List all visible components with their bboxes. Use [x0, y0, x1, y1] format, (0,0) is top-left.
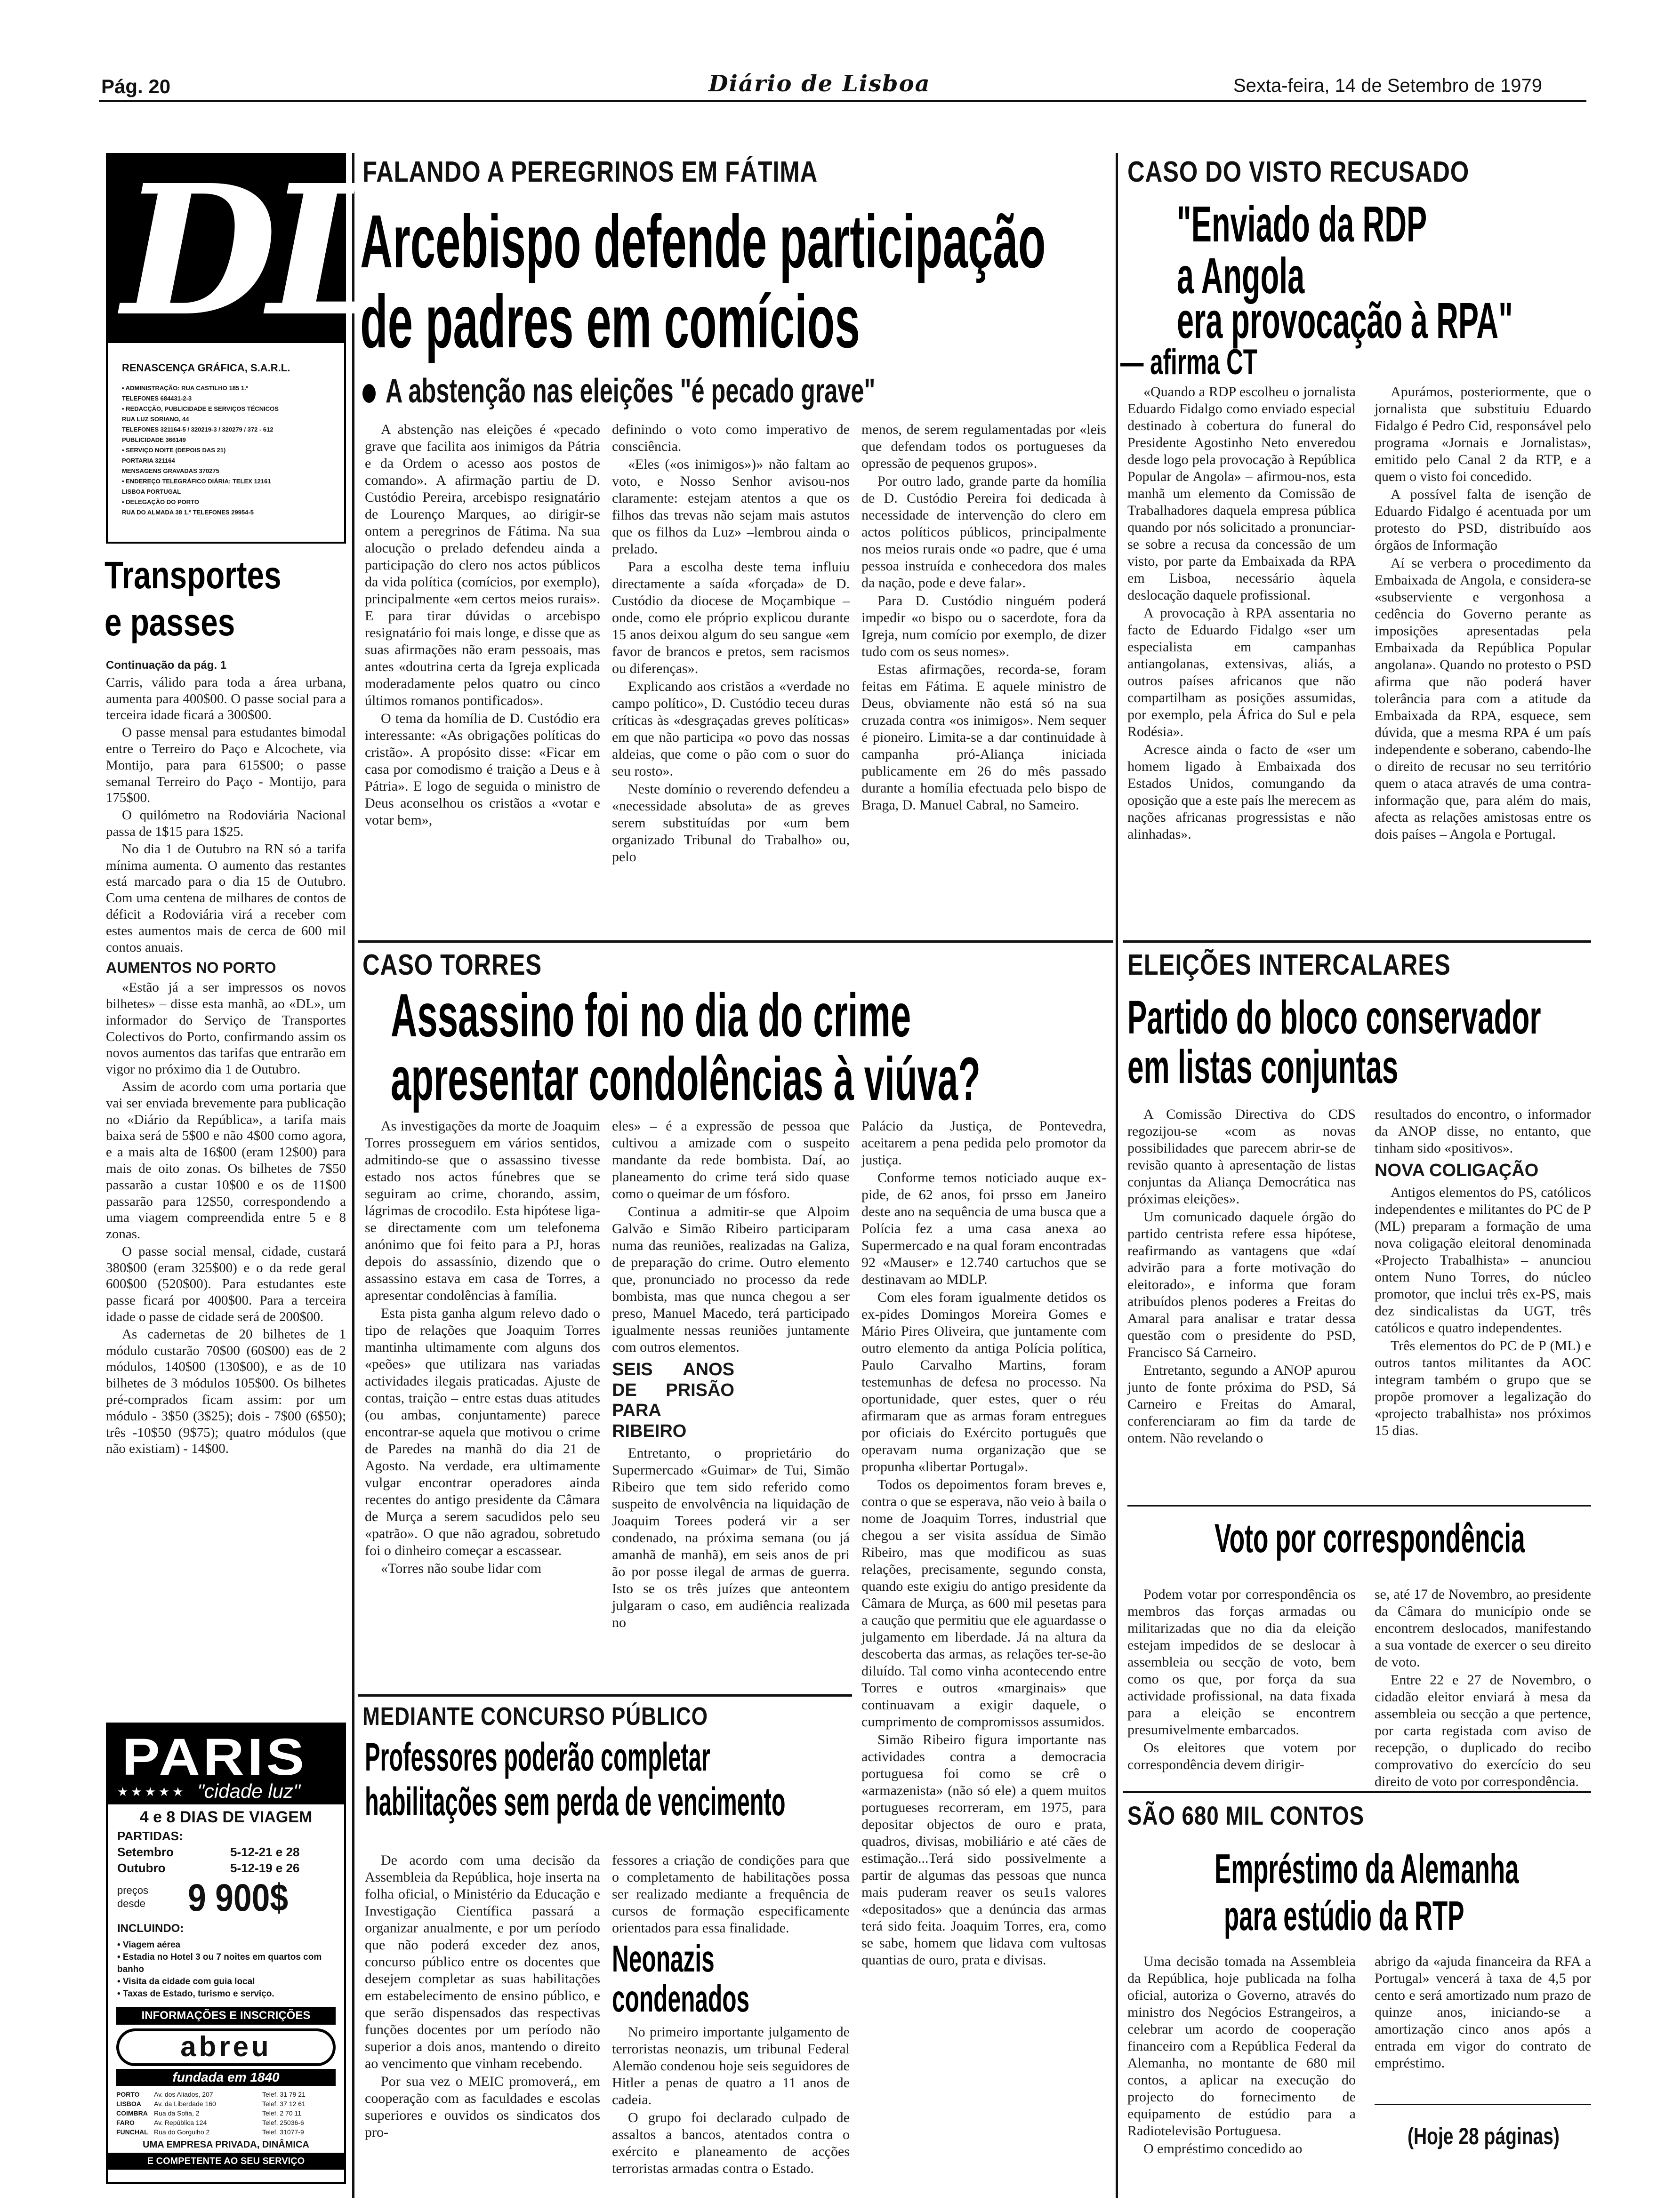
torres-column-1 [365, 1118, 600, 1692]
office-address: Rua da Sofia, 2 [154, 2109, 200, 2117]
office-address: Av. dos Aliados, 207 [154, 2091, 213, 2098]
professores-column-1 [365, 1852, 600, 2198]
paragraph: Acresce ainda o facto de «ser um homem ligado à Embaixada dos Estados Unidos, comungando da oposição que a este país lhe merecem as nações africanas progressistas e não alinhadas». [1127, 742, 1356, 842]
office-phone: Telef. 2 70 11 [262, 2109, 302, 2117]
section-rule-thin [1375, 2104, 1591, 2105]
paris-travel-ad [106, 1723, 346, 2184]
column-rule-right [1116, 153, 1118, 2198]
bullet-icon [362, 384, 376, 403]
emprestimo-column-2 [1375, 1953, 1591, 2076]
dl-address-line: PORTARIA 321164 [122, 457, 175, 464]
paragraph: As investigações da morte de Joaquim Torres prosseguem em vários sentidos, admitindo-se que o assassino tivesse estado nos actos fúnebres que se seguiram ao crime, chorando, assim, lágrimas de crocodilo. Esta hipótese liga-se directamente com um telefonema anónimo que foi feito para a PJ, horas depois do assassínio, dizendo que o assassino estava em casa de Torres, a apresentar condolências à família. [365, 1118, 600, 1303]
office-city: FARO [116, 2119, 135, 2126]
paragraph: Carris, válido para toda a área urbana, aumenta para 400$00. O passe social para a terceira idade ficará a 300$00. [106, 674, 346, 723]
paragraph: Entre 22 e 27 de Novembro, o cidadão eleitor enviará à mesa da assembleia ou secção a que pertence, por carta registada com aviso de recepção, o duplicado do recibo comprovativo do exercício do seu direito de voto por correspondência. [1375, 1672, 1591, 1789]
paragraph: Explicando aos cristãos a «verdade no campo político», D. Custódio teceu duras críticas às «desgraçadas greves políticas» em que não participa «o povo das nossas aldeias, que come o pão com o suor do seu rosto». [612, 679, 850, 779]
dl-address-line: • SERVIÇO NOITE (DEPOIS DAS 21) [122, 447, 226, 454]
voto-headline: Voto por correspondência [1215, 1516, 1525, 1561]
neonazis-headline-2: condenados [612, 1978, 750, 2020]
office-row [116, 2099, 338, 2108]
transportes-title-1: Transportes [105, 554, 282, 597]
paragraph: A abstenção nas eleições é «pecado grave que facilita aos inimigos da Pátria e da Ordem o acesso aos postos de comando». A afirmação partiu de D. Custódio Pereira, arcebispo resignatário de Lourenço Marques, ao dirigir-se ontem a peregrinos de Fátima. Na sua alocução o prelado defendeu ainda a participação do clero nos actos públicos da vida política (comícios, por exemplo), principalmente «em certos meios rurais». E para tirar dúvidas o arcebispo resignatário foi mais longe, e disse que as suas afirmações não eram pessoais, mas antes «doutrina certa da Igreja explicada moderadamente pelos quatro ou cinco últimos romanos pontificados». [365, 422, 600, 708]
fatima-headline-1: Arcebispo defende participação [360, 199, 1046, 283]
paris-info-bar: INFORMAÇÕES E INSCRIÇÕES [116, 2007, 336, 2025]
dl-address-line: RUA DO ALMADA 38 1.º TELEFONES 29954-5 [122, 509, 254, 516]
subhead-nova-coligacao: NOVA COLIGAÇÃO [1375, 1161, 1539, 1180]
eleicoes-headline-2: em listas conjuntas [1127, 1041, 1399, 1093]
paris-ad-header [108, 1724, 344, 1804]
paragraph: Assim de acordo com uma portaria que vai ser enviada brevemente para publicação no «Diário da República», a tarifa mais baixa será de 5$00 e não 4$00 como agora, e a mais alta de 16$00 (eram 12$00) para mais de oito zonas. Os bilhetes de 7$50 passarão a custar 10$00 e os de 11$00 passarão para 12$50, correspondendo a uma viagem compreendida entre 5 e 8 zonas. [106, 1079, 346, 1242]
office-address: Av. da Liberdade 160 [154, 2100, 216, 2108]
subhead-aumentos-porto: AUMENTOS NO PORTO [106, 959, 276, 977]
abreu-tagline: UMA EMPRESA PRIVADA, DINÂMICA [143, 2140, 309, 2150]
paragraph: O empréstimo concedido ao [1143, 2141, 1303, 2156]
dl-logo [108, 145, 384, 356]
paris-month: Setembro [117, 1845, 174, 1859]
paragraph: abrigo da «ajuda financeira da RFA a Portugal» vencerá à taxa de 4,5 por cento e será amortizado num prazo de quinze anos, iniciando-se a amortização cinco anos após a entrada em vigor do contrato de empréstimo. [1375, 1954, 1591, 2071]
transportes-title-2: e passes [105, 601, 235, 644]
visto-headline-1: "Enviado da RDP [1177, 195, 1427, 252]
office-city: PORTO [116, 2091, 140, 2098]
paragraph: Antigos elementos do PS, católicos independentes e militantes do PC de P (ML) preparam a formação de uma nova coligação eleitoral denominada «Projecto Trabalhista» – anunciou ontem Nuno Torres, do núcleo promotor, que inclui três ex-PS, mais dez sindicalistas da UGT, três católicos e quatro independentes. [1375, 1184, 1591, 1336]
dl-address-line: PUBLICIDADE 366149 [122, 436, 186, 443]
page-count-note: (Hoje 28 páginas) [1408, 2123, 1560, 2149]
paragraph: eles» – é a expressão de pessoa que cultivou a amizade com o suspeito mandante da rede bombista. Daí, ao planeamento do crime terá sido quase como o queimar de um fósforo. [612, 1118, 850, 1202]
paris-price-label: desde [117, 1898, 145, 1909]
eleicoes-column-1 [1127, 1106, 1356, 1501]
office-address: Av. República 124 [154, 2119, 207, 2126]
paragraph: Um comunicado daquele órgão do partido centrista refere essa hipótese, reafirmando as vantagens que «daí advirão para a forte motivação do eleitorado», e informa que foram atribuídos plenos poderes a Freitas do Amaral para analisar e tratar dessa questão com o presidente do PSD, Francisco Sá Carneiro. [1127, 1209, 1356, 1360]
neonazis-headline-1: Neonazis [612, 1938, 715, 1980]
dl-logo-letters: DL [122, 145, 384, 356]
torres-headline-1: Assassino foi no dia do crime [391, 981, 911, 1050]
dl-publisher-name: RENASCENÇA GRÁFICA, S.A.R.L. [122, 362, 290, 374]
dl-address-list [122, 383, 338, 518]
paragraph: Para a escolha deste tema influiu directamente a saída «forçada» de D. Custódio da diocese de Moçambique – onde, como ele próprio explicou durante 15 anos deixou algum do seu sangue «em favor de brancos e pretos, sem racismos ou diferenças». [612, 559, 850, 676]
paragraph: Com eles foram igualmente detidos os ex-pides Domingos Moreira Gomes e Mário Pires Oliveira, que juntamente com outro elemento da antiga Polícia política, Paulo Carvalho Martins, foram testemunhas de defesa no processo. Na oportunidade, quer estes, quer o réu afirmaram que as armas foram entregues por oficiais do Exército português que operavam numa organização que se propunha «libertar Portugal». [861, 1290, 1106, 1475]
paragraph: Entretanto, segundo a ANOP apurou junto de fonte próxima do PSD, Sá Carneiro e Freitas do Amaral, conferenciaram ao fim da tarde de ontem. Não revelando o [1127, 1362, 1356, 1446]
paris-stars: ★★★★★ [117, 1785, 186, 1799]
office-row [116, 2127, 338, 2137]
paris-partidas-label: PARTIDAS: [117, 1829, 183, 1843]
page-number: Pág. 20 [101, 75, 171, 97]
office-city: LISBOA [116, 2100, 141, 2108]
paragraph: definindo o voto como imperativo de consciência. [612, 422, 850, 454]
office-row [116, 2118, 338, 2127]
paragraph: resultados do encontro, o informador da ANOP disse, no entanto, que tinham sido «positivos». [1375, 1106, 1591, 1156]
paragraph: Os eleitores que votem por correspondência devem dirigir- [1127, 1740, 1356, 1772]
office-city: COIMBRA [116, 2109, 148, 2117]
paragraph: Conforme temos noticiado auque ex-pide, de 62 anos, foi prsso em Janeiro deste ano na sequência de uma busca que a Polícia fez a uma casa anexa ao Supermercado e na qual foram encontradas 92 «Mauser» e 12.740 cartuchos que se destinavam ao MDLP. [861, 1170, 1106, 1287]
section-rule [358, 1694, 852, 1697]
paris-subtitle: "cidade luz" [197, 1780, 300, 1802]
paragraph: O passe mensal para estudantes bimodal entre o Terreiro do Paço e Alcochete, via Montijo, para para 615$00; o passe semanal Terreiro do Paço - Montijo, para 175$00. [106, 725, 346, 806]
paris-month: Outubro [117, 1861, 166, 1875]
office-phone: Telef. 37 12 61 [262, 2100, 306, 2108]
paris-price-label: preços [117, 1884, 149, 1896]
section-rule [358, 940, 1113, 943]
visto-headline-2: a Angola [1177, 247, 1305, 304]
paragraph: O tema da homília de D. Custódio era interessante: «As obrigações políticas do cristão». A propósito disse: «Ficar em casa por comodismo é traição a Deus e à Pátria». E logo de seguida o ministro de Deus aconselhou os cristãos a «votar e votar bem», [365, 711, 600, 828]
abreu-founded: fundada em 1840 [116, 2069, 336, 2086]
paragraph: A possível falta de isenção de Eduardo Fidalgo é acentuada por um protesto do PSD, distribuído aos órgãos de Informação [1375, 487, 1591, 553]
paragraph: Podem votar por correspondência os membros das forças armadas ou militarizadas que no dia da eleição estejam impedidos de se deslocar à assembleia ou secção de voto, bem como os que, por força da sua actividade profissional, na data fixada para a eleição se encontrem presumivelmente embarcados. [1127, 1587, 1356, 1738]
visto-column-2 [1375, 384, 1591, 937]
abreu-logo: abreu [116, 2028, 336, 2066]
paragraph: menos, de serem regulamentadas por «leis que defendam todos os portugueses da opressão de pequenos grupos». [861, 422, 1106, 471]
office-phone: Telef. 31077-9 [262, 2128, 304, 2136]
dl-address-line: • ENDEREÇO TELEGRÁFICO DIÁRIA: TELEX 12161 [122, 478, 271, 485]
dl-address-line: RUA LUZ SORIANO, 44 [122, 416, 189, 423]
visto-kicker: CASO DO VISTO RECUSADO [1127, 156, 1470, 188]
paris-dates: 5-12-21 e 28 [230, 1845, 300, 1859]
emprestimo-headline-1: Empréstimo da Alemanha [1215, 1845, 1519, 1892]
section-rule-thin [1127, 1505, 1591, 1507]
dl-address-line: • DELEGAÇÃO DO PORTO [122, 498, 199, 505]
paris-dates: 5-12-19 e 26 [230, 1861, 300, 1875]
dl-publisher-box [106, 145, 384, 544]
office-address: Rua do Gorgulho 2 [154, 2128, 210, 2136]
list-item: • Estadia no Hotel 3 ou 7 noites em quartos com banho [117, 1952, 322, 1974]
fatima-column-2 [612, 421, 850, 937]
office-city: FUNCHAL [116, 2128, 148, 2136]
list-item: • Viagem aérea [117, 1940, 181, 1950]
fatima-kicker: FALANDO A PEREGRINOS EM FÁTIMA [362, 156, 818, 188]
paragraph: Apurámos, posteriormente, que o jornalista que substituiu Eduardo Fidalgo é Pedro Cid, responsável pelo programa «Jornais e Jornalistas», emitido pelo Canal 2 da RTP, e a quem o visto foi concedido. [1375, 384, 1591, 484]
list-item: • Taxas de Estado, turismo e serviço. [117, 1989, 274, 1999]
professores-column-2 [612, 1852, 850, 1946]
paragraph: Por sua vez o MEIC promoverá,, em cooperação com as faculdades e escolas superiores e ouvidos os sindicatos dos pro- [365, 2074, 600, 2140]
continuation-label: Continuação da pág. 1 [106, 659, 227, 672]
paragraph: Esta pista ganha algum relevo dado o tipo de relações que Joaquim Torres mantinha ultimamente com alguns dos «peões» que utilizara nas variadas actividades ilegais praticadas. Ajuste de contas, traição – entre estas duas atitudes (ou ambas, conjuntamente) parece encontrar-se aquela que motivou o crime de Paredes na manhã do dia 21 de Agosto. Na verdade, era ultimamente vulgar encontrar operadores ainda recentes do antigo presidente da Câmara de Murça a serem sacudidos pelo seu «patrão». O que não agradou, sobretudo foi o dinheiro começar a escassear. [365, 1306, 600, 1558]
paragraph: «Torres não soube lidar com [381, 1561, 542, 1576]
paragraph: A Comissão Directiva do CDS regozijou-se «com as novas possibilidades que parecem abrir-se de revisão quanto à apresentação de listas conjuntas da Aliança Democrática nas próximas eleições». [1127, 1106, 1356, 1207]
torres-headline-2: apresentar condolências à viúva? [391, 1044, 981, 1113]
paragraph: De acordo com uma decisão da Assembleia da República, hoje inserta na folha oficial, o Ministério da Educação e Investigação Científica passará a organizar anualmente, e por um período que não poderá exceder dez anos, concurso público entre os docentes que desejem completar as suas habilitações em estabelecimento de ensino público, e que serão dispensados das respectivas funções docentes por um período não superior a dois anos, mantendo o direito ao vencimento que vinham recebendo. [365, 1852, 600, 2071]
issue-date: Sexta-feira, 14 de Setembro de 1979 [1233, 75, 1542, 96]
paragraph: No dia 1 de Outubro na RN só a tarifa mínima aumenta. O aumento das restantes está marcado para o dia 15 de Outubro. Com uma centena de milhares de contos de déficit a Rodoviária virá a receber com estes aumentos mais de cerca de 600 mil contos anuais. [106, 841, 346, 955]
dl-address-line: TELEFONES 321164-5 / 320219-3 / 320279 / 372 - 612 [122, 426, 273, 433]
fatima-headline-2: de padres em comícios [360, 279, 860, 363]
paragraph: Para D. Custódio ninguém poderá impedir «o bispo ou o sacerdote, fora da Igreja, num comício por exemplo, de dizer tudo com os seus nomes». [861, 593, 1106, 659]
paragraph: Continua a admitir-se que Alpoim Galvão e Simão Ribeiro participaram numa das reuniões, realizadas na Galiza, de preparação do crime. Outro elemento que, pronunciado no processo da rede bombista, mas que nunca chegou a ser preso, Manuel Macedo, terá participado igualmente nessas reuniões juntamente com outros elementos. [612, 1204, 850, 1355]
professores-kicker: MEDIANTE CONCURSO PÚBLICO [362, 1702, 708, 1731]
paris-includes-label: INCLUINDO: [117, 1922, 184, 1935]
office-row [116, 2108, 338, 2118]
fatima-column-1 [365, 421, 600, 937]
visto-byline: — afirma CT [1120, 342, 1257, 382]
paris-price: 9 900$ [188, 1876, 289, 1919]
masthead [0, 0, 1657, 104]
paragraph: Simão Ribeiro figura importante nas actividades contra a democracia portuguesa foi como se crê o «armazenista» (não só ele) a quem muitos portugueses recorreram, em 1975, para depositar objectos de ouro e prata, quadros, divisas, mobiliário e até cães de estimação...Terá sido possivelmente a partir de algumas das pessoas que nunca mais puderam reaver os seu1s valores «depositados» que a denúncia das armas terá sido feita. Joaquim Torres, era, como se sabe, homem que lidava com vultosas quantias de ouro, prata e divisas. [861, 1732, 1106, 1968]
paragraph: Todos os depoimentos foram breves e, contra o que se esperava, não veio à baila o nome de Joaquim Torres, industrial que chegou a ser visita assídua de Simão Ribeiro, mas que modificou as suas relações, precisamente, segundo consta, quando este exigiu do antigo presidente da Câmara de Murça, as 600 mil pesetas para a caução que permitiu que ele aguardasse o julgamento em liberdade. Já na altura da descoberta das armas, as relações ter-se-ão diluído. Tal como vinha acontecendo entre Torres e outros «marginais» que continuavam a exigir daquele, o cumprimento de compromissos assumidos. [861, 1477, 1106, 1730]
transportes-body [106, 659, 346, 1666]
abreu-offices [116, 2090, 338, 2137]
emprestimo-column-1 [1127, 1953, 1356, 2198]
paragraph: Palácio da Justiça, de Pontevedra, aceitarem a pena pedida pelo promotor da justiça. [861, 1118, 1106, 1168]
paragraph: O grupo foi declarado culpado de assaltos a bancos, atentados contra o exército e planeamento de acções terroristas armadas contra o Estado. [612, 2110, 850, 2176]
fatima-deck [362, 372, 875, 410]
paragraph: A provocação à RPA assentaria no facto de Eduardo Fidalgo «ser um especialista em campanhas antiangolanas, extensivas, aliás, a outros países africanos que não compartilham as posições assumidas, por exemplo, pela África do Sul e pela Rodésia». [1127, 605, 1356, 739]
paragraph: No primeiro importante julgamento de terroristas neonazis, um tribunal Federal Alemão condenou hoje seis seguidores de Hitler a penas de quatro a 11 anos de cadeia. [612, 2024, 850, 2108]
paragraph: Estas afirmações, recorda-se, foram feitas em Fátima. E aquele ministro de Deus, obviamente não está só na sua cruzada contra «os inimigos». Nem sequer é pioneiro. Limita-se a dar continuidade à campanha pró-Aliança iniciada publicamente em 26 do mês passado durante a homília efectuada pelo bispo de Braga, D. Manuel Cabral, no Sameiro. [861, 662, 1106, 813]
dl-address-line: • ADMINISTRAÇÃO: RUA CASTILHO 185 1.º [122, 385, 249, 392]
paragraph: Entretanto, o proprietário do Supermercado «Guimar» de Tui, Simão Ribeiro que tem sido referido como suspeito de envolvência na liquidação de Joaquim Torees poderá vir a ser condenado, na próxima semana (ou já amanhã de manhã), em seis anos de pri ão por posse ilegal de armas de guerra. Isto se os três juízes que anteontem julgaram o caso, em audiência realizada no [612, 1445, 850, 1630]
subhead-seis-anos: SEIS ANOS DE PRISÃO PARA RIBEIRO [612, 1360, 734, 1442]
paragraph: O passe social mensal, cidade, custará 380$00 (eram 325$00) e o da rede geral 600$00 (520$00). Para estudantes este passe ficará por 400$00. Para a terceira idade o passe de cidade será de 200$00. [106, 1243, 346, 1325]
paragraph: Uma decisão tomada na Assembleia da República, hoje publicada na folha oficial, autoriza o Governo, através do ministro dos Negócios Estrangeiros, a celebrar um acordo de cooperação financeiro com a República Federal da Alemanha, no montante de 680 mil contos, a aplicar na execução do projecto do fornecimento de equipamento de estúdio para a Radiotelevisão Portuguesa. [1127, 1954, 1356, 2139]
fatima-deck-text: A abstenção nas eleições "é pecado grave" [386, 372, 876, 410]
eleicoes-column-2 [1375, 1106, 1591, 1501]
fatima-column-3 [861, 421, 1106, 937]
section-rule [1123, 1791, 1591, 1793]
dl-address-line: TELEFONES 684431-2-3 [122, 395, 192, 402]
paragraph: se, até 17 de Novembro, ao presidente da Câmara do município onde se encontrem deslocados, manifestando a sua vontade de exercer o seu direito de voto. [1375, 1587, 1591, 1670]
paragraph: «Estão já a ser impressos os novos bilhetes» – disse esta manhã, ao «DL», um informador do Serviço de Transportes Colectivos do Porto, confirmando assim os novos aumentos das tarifas que entrarão em vigor no próximo dia 1 de Outubro. [106, 980, 346, 1077]
neonazis-body [612, 2024, 850, 2198]
masthead-rule [99, 100, 1586, 102]
eleicoes-kicker: ELEIÇÕES INTERCALARES [1127, 949, 1451, 981]
emprestimo-kicker: SÃO 680 MIL CONTOS [1127, 1801, 1365, 1830]
paragraph: O quilómetro na Rodoviária Nacional passa de 1$15 para 1$25. [106, 808, 346, 839]
paris-includes-list [117, 1939, 338, 2000]
office-row [116, 2090, 338, 2099]
dl-address-line: LISBOA PORTUGAL [122, 488, 181, 495]
newspaper-name: Diário de Lisboa [708, 71, 931, 97]
column-rule-left [352, 153, 354, 2198]
visto-headline-3: era provocação à RPA" [1177, 292, 1513, 349]
torres-column-3 [861, 1118, 1106, 2198]
section-rule [1123, 940, 1591, 943]
paragraph: Neste domínio o reverendo defendeu a «necessidade absoluta» de as greves serem substituídas por «um bem organizado Tribunal do Trabalho» ou, pelo [612, 781, 850, 865]
office-phone: Telef. 25036-6 [262, 2119, 304, 2126]
dl-address-line: MENSAGENS GRAVADAS 370275 [122, 467, 219, 474]
office-phone: Telef. 31 79 21 [262, 2091, 306, 2098]
paragraph: «Quando a RDP escolheu o jornalista Eduardo Fidalgo como enviado especial destinado à cobertura do funeral do Presidente Agostinho Neto enveredou desde logo pela provocação à República Popular de Angola» – afirmou-nos, esta manhã um elemento da Comissão de Trabalhadores daquela empresa pública quando por nós solicitado a pronunciar-se sobre a recusa da concessão de um visto, por parte da Embaixada da RPA em Lisboa, necessário àquela deslocação daquele profissional. [1127, 384, 1356, 603]
torres-column-2 [612, 1118, 850, 1692]
eleicoes-headline-1: Partido do bloco conservador [1127, 991, 1541, 1044]
torres-kicker: CASO TORRES [362, 949, 542, 981]
voto-column-2 [1375, 1586, 1591, 1789]
paragraph: Por outro lado, grande parte da homília de D. Custódio Pereira foi dedicada à necessidade de intervenção do clero em actos políticos públicos, principalmente nos meios rurais onde «o padre, que é uma pessoa instruída e conhecedora dos males da nação, pode e deve falar». [861, 473, 1106, 591]
emprestimo-headline-2: para estúdio da RTP [1224, 1892, 1464, 1939]
professores-headline-2: habilitações sem perda de vencimento [365, 1779, 786, 1824]
dl-address-line: • REDACÇÃO, PUBLICIDADE E SERVIÇOS TÉCNICOS [122, 405, 279, 412]
voto-column-1 [1127, 1586, 1356, 1784]
paragraph: Três elementos do PC de P (ML) e outros tantos militantes da AOC integram também o grupo que se propõe promover a legalização do «projecto trabalhista» nos próximos 15 dias. [1375, 1338, 1591, 1438]
list-item: • Visita da cidade com guia local [117, 1977, 255, 1987]
paragraph: fessores a criação de condições para que o completamento de habilitações possa ser realizado mediante a frequência de cursos de formação especificamente orientados para essa finalidade. [612, 1852, 850, 1936]
paragraph: «Eles («os inimigos»)» não faltam ao voto, e Nosso Senhor avisou-nos claramente: estejam atentos a que os filhos das trevas não sejam mais astutos que os filhos da Luz» –lembrou ainda o prelado. [612, 457, 850, 557]
paris-title: PARIS [122, 1728, 307, 1786]
abreu-tagline: E COMPETENTE AO SEU SERVIÇO [108, 2153, 344, 2170]
paragraph: As cadernetas de 20 bilhetes de 1 módulo custarão 70$00 (60$00) eas de 2 módulos, 140$00 (130$00), e as de 10 bilhetes de 3 módulos 105$00. Os bilhetes pré-comprados ficam assim: por um módulo - 3$50 (3$25); dois - 7$00 (6$50); três -10$50 (9$75); quatro módulos (que não existiam) - 14$00. [106, 1326, 346, 1457]
visto-column-1 [1127, 384, 1356, 937]
paris-days: 4 e 8 DIAS DE VIAGEM [139, 1808, 313, 1826]
professores-headline-1: Professores poderão completar [365, 1735, 710, 1779]
paragraph: Aí se verbera o procedimento da Embaixada de Angola, e considera-se «subserviente e vergonhosa a cedência do Governo perante as imposições apresentadas pela Embaixada da República Popular angolana». Quando no protesto o PSD afirma que não poderá haver tolerância para com a atitude da Embaixada da RPA, esquece, sem dúvida, que a mesma RPA é um país independente e soberano, cabendo-lhe o direito de recusar no seu território quem o ataca através de uma contra-informação que, para além do mais, afecta as relações amistosas entre os dois países – Angola e Portugal. [1375, 555, 1591, 842]
